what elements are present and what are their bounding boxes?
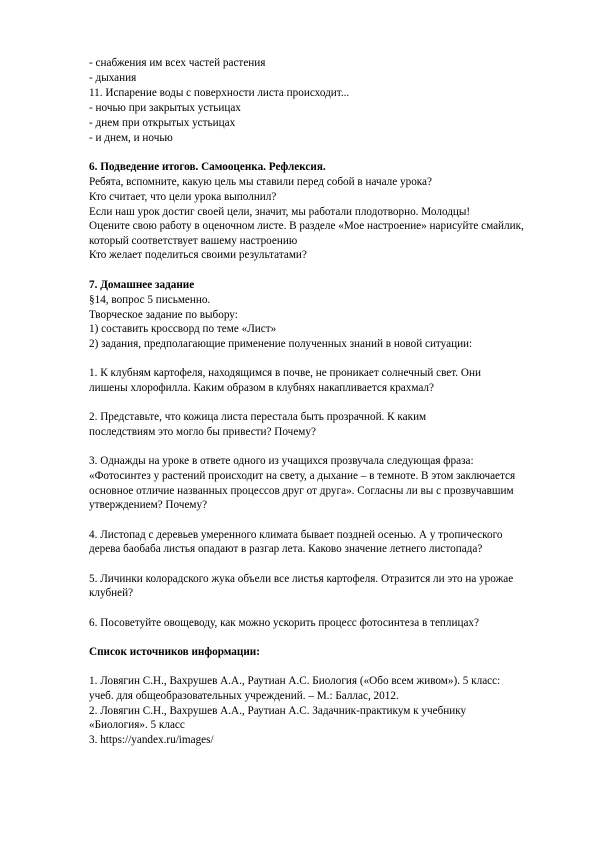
section-heading-summary: 6. Подведение итогов. Самооценка. Рефлексия. [89,161,326,173]
paragraph-line: Если наш урок достиг своей цели, значит, мы работали плодотворно. Молодцы! [89,206,471,218]
task-4: 4. Листопад с деревьев умеренного климата бывает поздней осенью. А у тропического [89,529,503,541]
answer-option: - и днем, и ночью [89,132,173,144]
paragraph-line: §14, вопрос 5 письменно. [89,294,211,306]
task-2: последствиям это могло бы привести? Почему? [89,426,316,438]
task-3: утверждением? Почему? [89,499,208,511]
task-3: «Фотосинтез у растений происходит на свету, а дыхание – в темноте. В этом заключается [89,470,516,482]
paragraph-line: Кто считает, что цели урока выполнил? [89,191,277,203]
answer-option: - снабжения им всех частей растения [89,57,266,69]
source-entry: 2. Ловягин С.Н., Вахрушев А.А., Раутиан А.С. Задачник-практикум к учебнику [89,705,467,717]
source-entry: учеб. для общеобразовательных учреждений. – М.: Баллас, 2012. [89,690,399,702]
source-link[interactable]: 3. https://yandex.ru/images/ [89,734,214,746]
paragraph-line: 2) задания, предполагающие применение полученных знаний в новой ситуации: [89,338,473,350]
task-3: основное отличие названных процессов друг от друга». Согласны ли вы с прозвучавшим [89,485,514,497]
section-heading-sources: Список источников информации: [89,646,260,658]
task-5: 5. Личинки колорадского жука объели все листья картофеля. Отразится ли это на урожае [89,573,514,585]
paragraph-line: Оцените свою работу в оценочном листе. В разделе «Мое настроение» нарисуйте смайлик, [89,220,524,232]
task-1: лишены хлорофилла. Каким образом в клубнях накапливается крахмал? [89,382,434,394]
task-5: клубней? [89,587,134,599]
paragraph-line: 1) составить кроссворд по теме «Лист» [89,323,277,335]
paragraph-line: который соответствует вашему настроению [89,235,298,247]
paragraph-line: Кто желает поделиться своими результатами? [89,249,307,261]
answer-option: - днем при открытых устьицах [89,117,236,129]
task-3: 3. Однажды на уроке в ответе одного из учащихся прозвучала следующая фраза: [89,455,474,467]
question-11: 11. Испарение воды с поверхности листа происходит... [89,87,350,99]
answer-option: - ночью при закрытых устьицах [89,102,241,114]
answer-option: - дыхания [89,72,137,84]
task-2: 2. Представьте, что кожица листа перестала быть прозрачной. К каким [89,411,427,423]
source-entry: 1. Ловягин С.Н., Вахрушев А.А., Раутиан А.С. Биология («Обо всем живом»). 5 класс: [89,675,501,687]
task-6: 6. Посоветуйте овощеводу, как можно ускорить процесс фотосинтеза в теплицах? [89,617,479,629]
task-1: 1. К клубням картофеля, находящимся в почве, не проникает солнечный свет. Они [89,367,481,379]
paragraph-line: Ребята, вспомните, какую цель мы ставили перед собой в начале урока? [89,176,432,188]
section-heading-homework: 7. Домашнее задание [89,279,195,291]
task-4: дерева баобаба листья опадают в разгар лета. Каково значение летнего листопада? [89,543,483,555]
paragraph-line: Творческое задание по выбору: [89,309,238,321]
source-entry: «Биология». 5 класс [89,719,185,731]
